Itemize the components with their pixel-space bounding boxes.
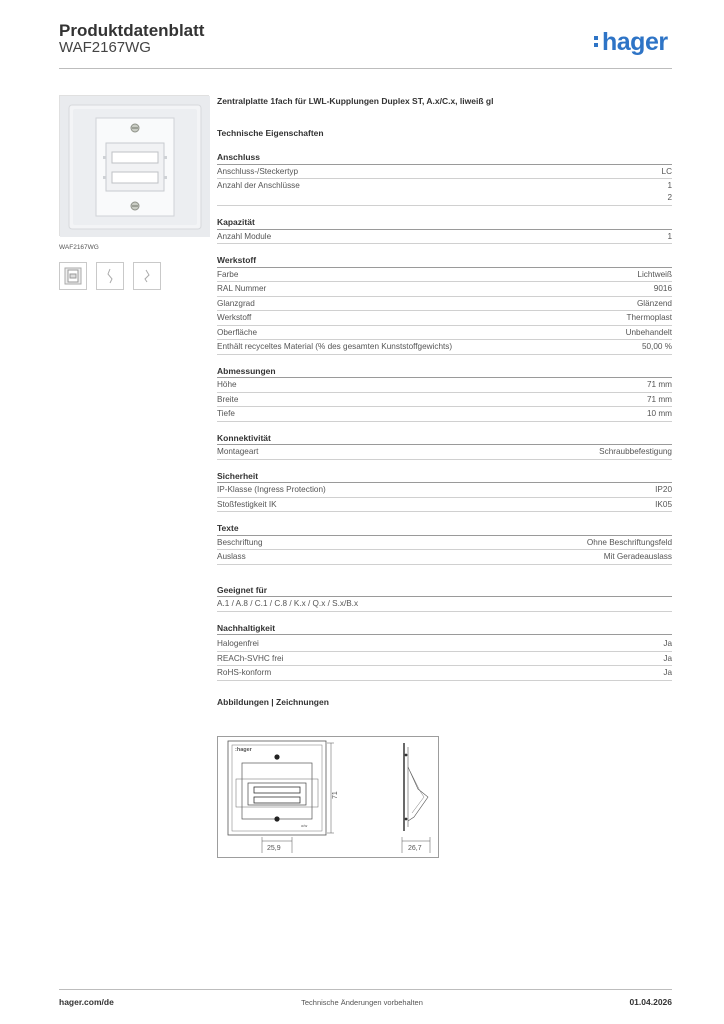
section-nachhaltigkeit: [217, 623, 672, 681]
thumbnail-side-right[interactable]: [133, 262, 161, 290]
spec-value-group: [667, 180, 672, 204]
spec-label: REACh-SVHC frei: [217, 653, 284, 663]
tech-heading: Technische Eigenschaften: [217, 128, 324, 138]
hager-logo[interactable]: [594, 28, 668, 57]
footer-website-link[interactable]: hager.com/de: [59, 997, 114, 1007]
drawing-dim-width: 25,9: [267, 845, 281, 852]
photo-caption: WAF2167WG: [59, 244, 99, 251]
page-title: Produktdatenblatt: [59, 21, 205, 40]
spec-row: [217, 407, 672, 422]
section-sicherheit: [217, 471, 672, 513]
section-konnektivitaet: [217, 433, 672, 460]
section-title: Nachhaltigkeit: [217, 623, 672, 636]
spec-label: IP-Klasse (Ingress Protection): [217, 485, 326, 494]
spec-row: [217, 597, 672, 612]
spec-label: Montageart: [217, 447, 259, 456]
article-number: WAF2167WG: [59, 39, 151, 56]
spec-row: [217, 637, 672, 652]
spec-row: [217, 311, 672, 326]
rotated-view-right-icon: [137, 266, 157, 286]
spec-value: Ja: [663, 653, 672, 663]
spec-value: 10 mm: [646, 409, 672, 418]
spec-value: 1: [667, 181, 672, 190]
section-kapazitaet: [217, 217, 672, 244]
spec-row: [217, 230, 672, 245]
spec-label: Stoßfestigkeit IK: [217, 499, 277, 509]
spec-label: A.1 / A.8 / C.1 / C.8 / K.x / Q.x / S.x/B.x: [217, 599, 359, 608]
spec-value: 1: [667, 231, 672, 241]
spec-row: [217, 550, 672, 565]
spec-value: 71 mm: [646, 394, 672, 404]
spec-label: Enthält recyceltes Material (% des gesamten Kunststoffgewichts): [217, 342, 453, 351]
drawing-small-label: o/w: [301, 823, 308, 828]
spec-value: Lichtweiß: [637, 269, 672, 279]
section-title: Sicherheit: [217, 471, 672, 484]
spec-label: Anzahl der Anschlüsse: [217, 181, 300, 190]
spec-row: [217, 165, 672, 180]
header-divider: [59, 68, 672, 69]
section-title: Abbildungen | Zeichnungen: [217, 696, 329, 707]
spec-label: Oberfläche: [217, 327, 258, 337]
spec-value: Mit Geradeauslass: [603, 552, 672, 561]
spec-label: Anzahl Module: [217, 231, 272, 241]
section-abmessungen: [217, 366, 672, 422]
spec-label: Höhe: [217, 380, 237, 389]
spec-row: [217, 268, 672, 283]
section-title: Abmessungen: [217, 366, 672, 379]
section-title: Werkstoff: [217, 255, 672, 268]
spec-value: Schraubbefestigung: [599, 447, 672, 456]
spec-value: 2: [667, 193, 672, 202]
spec-row: [217, 282, 672, 297]
spec-row: [217, 652, 672, 667]
section-anschluss: [217, 152, 672, 206]
spec-value: Unbehandelt: [625, 327, 672, 337]
drawing-svg: [218, 737, 438, 857]
section-title: Kapazität: [217, 217, 672, 230]
footer-notice: Technische Änderungen vorbehalten: [301, 998, 423, 1007]
section-abbildungen: [217, 697, 672, 710]
spec-value: Ohne Beschriftungsfeld: [586, 537, 672, 547]
rotated-view-left-icon: [100, 266, 120, 286]
thumbnail-front[interactable]: [59, 262, 87, 290]
spec-value: 9016: [653, 284, 672, 293]
thumbnail-strip: [59, 262, 161, 290]
spec-row: [217, 378, 672, 393]
section-title: Konnektivität: [217, 433, 672, 446]
section-title: Texte: [217, 523, 672, 536]
product-thumb-icon: [63, 266, 83, 286]
spec-row: [217, 666, 672, 681]
spec-value: Ja: [663, 668, 672, 677]
spec-row: [217, 483, 672, 498]
section-werkstoff: [217, 255, 672, 355]
spec-value: Glänzend: [636, 298, 672, 308]
spec-row: [217, 498, 672, 513]
spec-row: [217, 297, 672, 312]
logo-text: hager: [602, 28, 668, 56]
section-texte: [217, 523, 672, 565]
spec-label: Breite: [217, 394, 239, 404]
spec-value: LC: [661, 166, 672, 176]
spec-value: 50,00 %: [641, 342, 672, 351]
spec-value: Ja: [663, 639, 672, 648]
section-title: Geeignet für: [217, 585, 672, 598]
product-title: Zentralplatte 1fach für LWL-Kupplungen Duplex ST, A.x/C.x, liweiß gl: [217, 96, 494, 106]
technical-drawing[interactable]: [217, 736, 439, 858]
section-title: Anschluss: [217, 152, 672, 165]
spec-row: [217, 326, 672, 341]
spec-label: Werkstoff: [217, 313, 252, 322]
spec-label: RAL Nummer: [217, 284, 267, 293]
spec-value: 71 mm: [646, 380, 672, 389]
product-photo[interactable]: [59, 95, 209, 236]
spec-row: [217, 393, 672, 408]
spec-value: IP20: [655, 485, 672, 494]
spec-row: [217, 340, 672, 355]
spec-label: Beschriftung: [217, 537, 263, 547]
thumbnail-side-left[interactable]: [96, 262, 124, 290]
product-photo-image: [60, 96, 210, 237]
spec-row: [217, 536, 672, 551]
spec-label: Tiefe: [217, 409, 235, 418]
spec-value: IK05: [655, 499, 672, 509]
footer-divider: [59, 989, 672, 990]
section-geeignet: [217, 585, 672, 612]
spec-label: Auslass: [217, 552, 246, 561]
drawing-brand-mark: :hager: [235, 747, 252, 753]
spec-label: Glanzgrad: [217, 298, 255, 308]
spec-label: Farbe: [217, 269, 239, 279]
footer-date: 01.04.2026: [629, 997, 672, 1007]
drawing-dim-depth: 26,7: [408, 845, 422, 852]
spec-label: Halogenfrei: [217, 639, 259, 648]
spec-row: [217, 179, 672, 206]
spec-row: [217, 445, 672, 460]
spec-content: [217, 96, 672, 709]
spec-label: RoHS-konform: [217, 668, 272, 677]
spec-value: Thermoplast: [626, 313, 672, 322]
drawing-dim-height: 71: [332, 791, 339, 799]
logo-colon-icon: [594, 33, 600, 50]
spec-label: Anschluss-/Steckertyp: [217, 166, 298, 176]
